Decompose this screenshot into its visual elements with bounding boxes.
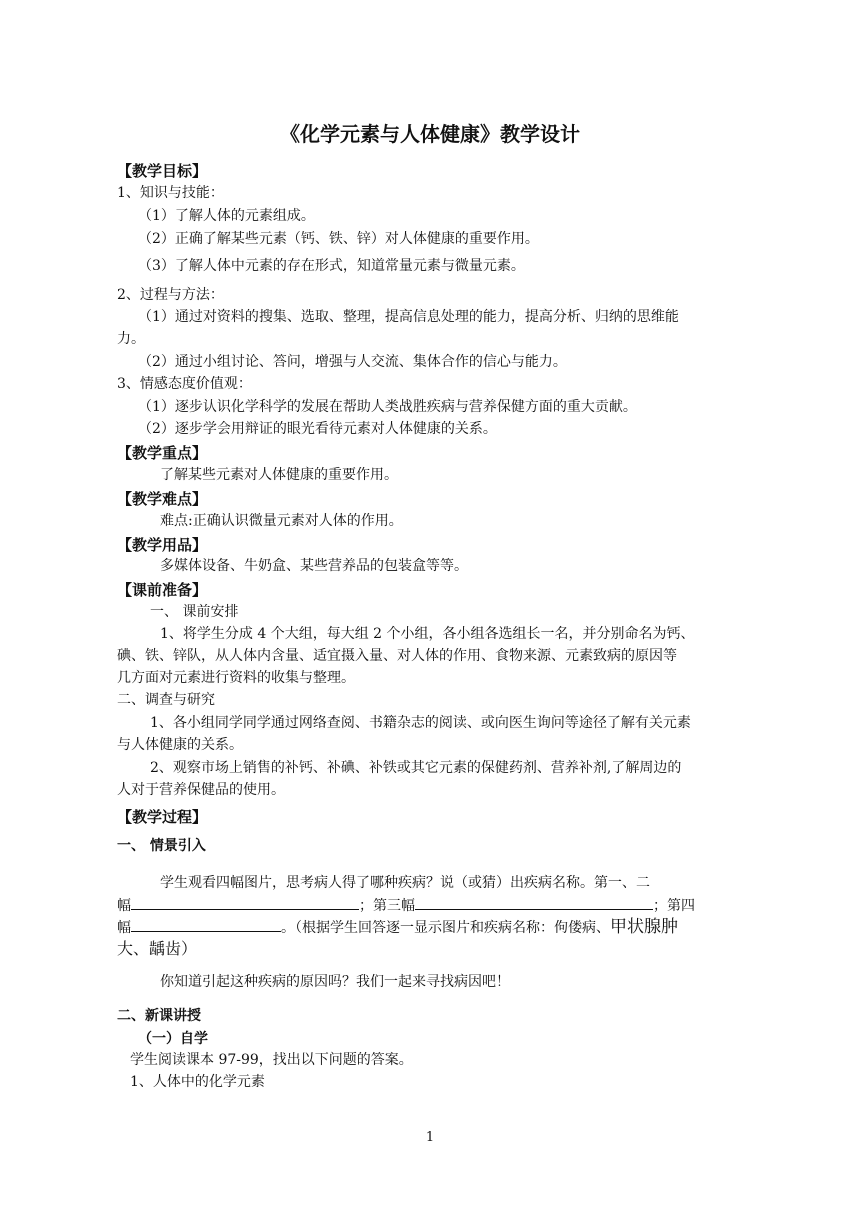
intro-line1: 学生观看四幅图片，思考病人得了哪种疾病？说（或猜）出疾病名称。第一、二 — [160, 875, 650, 891]
intro-line2-c: ；第四 — [653, 898, 695, 914]
intro-line2-b: ；第三幅 — [359, 898, 415, 914]
difficulty-text: 难点:正确认识微量元素对人体的作用。 — [160, 513, 403, 529]
knowledge-title: 1、知识与技能： — [117, 185, 224, 201]
intro-line3-b: 。（根据学生回答逐一显示图片和疾病名称：佝偻病、 — [281, 920, 610, 936]
document-title: 《化学元素与人体健康》教学设计 — [280, 122, 580, 146]
intro-line4: 大、龋齿） — [117, 939, 198, 958]
intro-line3-c: 甲状腺肿 — [610, 917, 678, 937]
goal-a2: （2）逐步学会用辩证的眼光看待元素对人体健康的关系。 — [138, 421, 497, 437]
goal-a1: （1）逐步认识化学科学的发展在帮助人类战胜疾病与营养保健方面的重大贡献。 — [138, 399, 637, 415]
answer-blank-2 — [415, 895, 653, 910]
answer-blank-3 — [131, 917, 281, 932]
materials-heading: 【教学用品】 — [117, 536, 208, 554]
prep-s1-line1: 1、将学生分成 4 个大组，每大组 2 个小组，各小组各选组长一名，并分别命名为钙、 — [160, 626, 695, 642]
key-heading: 【教学重点】 — [117, 444, 208, 462]
page-number: 1 — [425, 1130, 435, 1145]
prep-s2-line2: 与人体健康的关系。 — [117, 737, 243, 753]
prep-s2-line4: 人对于营养保健品的使用。 — [117, 782, 285, 798]
prep-s1-title: 一、 课前安排 — [150, 604, 239, 620]
goal-p2: （2）通过小组讨论、答问，增强与人交流、集体合作的信心与能力。 — [138, 354, 567, 370]
prep-s1-line2: 碘、铁、锌队，从人体内含量、适宜摄入量、对人体的作用、食物来源、元素致病的原因等 — [117, 648, 677, 664]
answer-blank-1 — [131, 895, 359, 910]
intro-question: 你知道引起这种疾病的原因吗？我们一起来寻找病因吧！ — [160, 974, 510, 990]
process-heading: 【教学过程】 — [117, 808, 208, 826]
process-title: 2、过程与方法： — [117, 287, 224, 303]
prep-s2-line1: 1、各小组同学同学通过网络查阅、书籍杂志的阅读、或向医生询问等途径了解有关元素 — [150, 715, 691, 731]
goals-heading: 【教学目标】 — [117, 162, 208, 180]
difficulty-heading: 【教学难点】 — [117, 490, 208, 508]
goal-p1a: （1）通过对资料的搜集、选取、整理，提高信息处理的能力，提高分析、归纳的思维能 — [138, 309, 679, 325]
key-text: 了解某些元素对人体健康的重要作用。 — [160, 467, 398, 483]
attitude-title: 3、情感态度价值观： — [117, 376, 252, 392]
self-study-item1: 1、人体中的化学元素 — [130, 1074, 265, 1090]
prep-heading: 【课前准备】 — [117, 581, 208, 599]
goal-k3: （3）了解人体中元素的存在形式，知道常量元素与微量元素。 — [138, 258, 525, 274]
intro-line2 — [117, 895, 695, 916]
intro-line2-a: 幅 — [117, 898, 131, 914]
intro-line3-a: 幅 — [117, 920, 131, 936]
goal-k1: （1）了解人体的元素组成。 — [138, 208, 315, 224]
intro-line3 — [117, 917, 678, 938]
self-study-heading: （一）自学 — [138, 1031, 208, 1047]
goal-k2: （2）正确了解某些元素（钙、铁、锌）对人体健康的重要作用。 — [138, 231, 539, 247]
prep-s1-line3: 几方面对元素进行资料的收集与整理。 — [117, 670, 355, 686]
prep-s2-line3: 2、观察市场上销售的补钙、补碘、补铁或其它元素的保健药剂、营养补剂,了解周边的 — [150, 760, 682, 776]
section-intro-heading: 一、 情景引入 — [117, 838, 206, 854]
section-new-lesson-heading: 二、新课讲授 — [117, 1008, 201, 1024]
goal-p1b: 力。 — [117, 331, 145, 347]
self-study-read: 学生阅读课本 97-99，找出以下问题的答案。 — [130, 1052, 413, 1068]
prep-s2-title: 二、调查与研究 — [117, 692, 215, 708]
materials-text: 多媒体设备、牛奶盒、某些营养品的包装盒等等。 — [160, 558, 468, 574]
